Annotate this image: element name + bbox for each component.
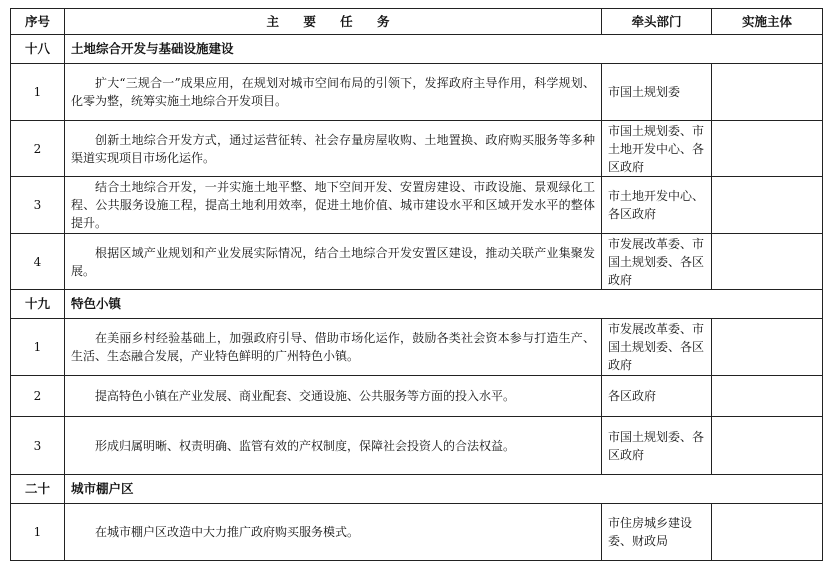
row-number: 3 <box>11 177 65 234</box>
table-row <box>11 376 823 417</box>
task-text: 形成归属明晰、权责明确、监管有效的产权制度，保障社会投资人的合法权益。 <box>65 417 602 475</box>
header-no: 序号 <box>11 9 65 35</box>
section-number: 二十 <box>11 475 65 504</box>
section-title: 特色小镇 <box>65 290 823 319</box>
task-text: 扩大“三规合一”成果应用，在规划对城市空间布局的引领下，发挥政府主导作用，科学规划、化零为整，统筹实施土地综合开发项目。 <box>65 64 602 121</box>
header-impl: 实施主体 <box>712 9 823 35</box>
lead-department: 市发展改革委、市国土规划委、各区政府 <box>602 319 712 376</box>
lead-department: 市发展改革委、市国土规划委、各区政府 <box>602 234 712 290</box>
header-row <box>11 9 823 35</box>
section-number: 十八 <box>11 35 65 64</box>
row-number: 2 <box>11 121 65 177</box>
implementer <box>712 417 823 475</box>
task-text: 在美丽乡村经验基础上，加强政府引导、借助市场化运作，鼓励各类社会资本参与打造生产、生活、生态融合发展，产业特色鲜明的广州特色小镇。 <box>65 319 602 376</box>
header-task: 主 要 任 务 <box>65 9 602 35</box>
table-row <box>11 234 823 290</box>
lead-department: 市国土规划委 <box>602 64 712 121</box>
section-row <box>11 475 823 504</box>
implementer <box>712 64 823 121</box>
lead-department: 市国土规划委、市土地开发中心、各区政府 <box>602 121 712 177</box>
lead-department: 市国土规划委、各区政府 <box>602 417 712 475</box>
header-dept: 牵头部门 <box>602 9 712 35</box>
section-row <box>11 35 823 64</box>
task-text: 结合土地综合开发，一并实施土地平整、地下空间开发、安置房建设、市政设施、景观绿化工程、公共服务设施工程，提高土地利用效率，促进土地价值、城市建设水平和区域开发水平的整体提升。 <box>65 177 602 234</box>
section-number: 十九 <box>11 290 65 319</box>
table-row <box>11 177 823 234</box>
row-number: 1 <box>11 319 65 376</box>
section-row <box>11 290 823 319</box>
task-text: 提高特色小镇在产业发展、商业配套、交通设施、公共服务等方面的投入水平。 <box>65 376 602 417</box>
implementer <box>712 376 823 417</box>
lead-department: 市土地开发中心、各区政府 <box>602 177 712 234</box>
task-text: 创新土地综合开发方式，通过运营征转、社会存量房屋收购、土地置换、政府购买服务等多种渠道实现项目市场化运作。 <box>65 121 602 177</box>
table-row <box>11 417 823 475</box>
table-row <box>11 319 823 376</box>
implementer <box>712 234 823 290</box>
row-number: 1 <box>11 504 65 561</box>
row-number: 4 <box>11 234 65 290</box>
implementer <box>712 319 823 376</box>
task-table <box>10 8 823 561</box>
task-text: 根据区域产业规划和产业发展实际情况，结合土地综合开发安置区建设，推动关联产业集聚发展。 <box>65 234 602 290</box>
section-title: 土地综合开发与基础设施建设 <box>65 35 823 64</box>
table-row <box>11 64 823 121</box>
row-number: 2 <box>11 376 65 417</box>
row-number: 1 <box>11 64 65 121</box>
implementer <box>712 177 823 234</box>
lead-department: 市住房城乡建设委、财政局 <box>602 504 712 561</box>
table-row <box>11 121 823 177</box>
implementer <box>712 504 823 561</box>
table-row <box>11 504 823 561</box>
implementer <box>712 121 823 177</box>
row-number: 3 <box>11 417 65 475</box>
task-text: 在城市棚户区改造中大力推广政府购买服务模式。 <box>65 504 602 561</box>
section-title: 城市棚户区 <box>65 475 823 504</box>
lead-department: 各区政府 <box>602 376 712 417</box>
